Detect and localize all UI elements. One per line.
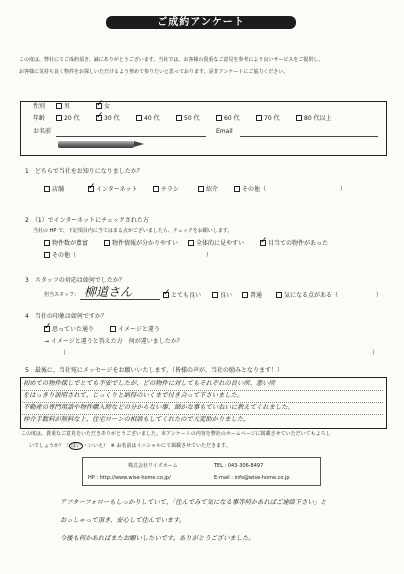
q1-store-checkbox[interactable] xyxy=(44,186,50,192)
q2-target-checkbox[interactable] xyxy=(260,240,266,246)
comment-rule xyxy=(22,414,383,415)
age-option-40s[interactable]: 40 代 xyxy=(136,115,160,123)
after-note-line-2: おっしゃって頂き、安心して住んでいます。 xyxy=(60,517,186,524)
q2-question: 2 （1）でインターネットにチェックされた方 xyxy=(25,217,149,224)
intro-line-2: お客様に気持ち良く物件をお探しいただけるよう努めて参りたいと思っております。是非アンケートにご協力ください。 xyxy=(19,69,289,75)
q2-readable-checkbox[interactable] xyxy=(188,240,194,246)
q3-good-checkbox[interactable] xyxy=(212,292,218,298)
q1-option-referral[interactable]: 紹介 xyxy=(198,186,218,194)
q5-question: 5 最後に、当社宛にメッセージをお願いいたします。（皆様の声が、当社の励みとなります！） xyxy=(25,367,283,374)
q2-many-checkbox[interactable] xyxy=(44,240,50,246)
q3-very-good-checkbox[interactable] xyxy=(163,292,169,298)
consent-yes[interactable]: はい xyxy=(71,443,82,449)
age-option-30s[interactable]: ✓ 30 代 xyxy=(96,115,120,123)
comment-line-1: 初めての物件探しでとても不安でしたが、どの物件に対してもそれぞれの良い所、悪い所 xyxy=(23,380,275,387)
comment-rule xyxy=(22,390,383,391)
age-option-60s[interactable]: 60 代 xyxy=(216,115,240,123)
q1-option-internet[interactable]: ✓ インターネット xyxy=(88,186,137,194)
company-hp[interactable]: HP : http://www.wise-home.co.jp/ xyxy=(88,475,171,481)
q3-question: 3 スタッフの対応は如何でしたか？ xyxy=(25,277,125,284)
q3-option-good[interactable]: 良い xyxy=(212,292,232,300)
name-field[interactable] xyxy=(56,136,206,137)
q2-option-many[interactable]: 物件数が豊富 xyxy=(44,240,88,248)
q2-sub: 当社の HP で、下記項目内に当てはまる点がございましたら、チェックをお願いします。 xyxy=(33,228,233,234)
pencil-image xyxy=(58,141,134,148)
after-note-line-3: 今後も何かあればまたお願いしたいです。ありがとうございました。 xyxy=(60,535,255,542)
intro-line-1: この度は、弊社にてご成約頂き、誠にありがとうございます。当社では、お客様の貴重なご意見を参考により良いサービスをご提供し、 xyxy=(19,57,324,63)
q1-question: 1 どちらで当社をお知りになりましたか？ xyxy=(25,168,143,175)
q1-referral-checkbox[interactable] xyxy=(198,186,204,192)
q3-option-very-good[interactable]: ✓ とても良い xyxy=(163,292,201,300)
q4-question: 4 当社の印象は如何ですか？ xyxy=(25,313,107,320)
consent-line-2: いでしょうか？（ はい ・いいえ） ※ お名前はイニシャルにて掲載させていただきます。 xyxy=(29,443,231,449)
consent-no[interactable]: いいえ xyxy=(88,443,104,449)
q3-option-normal[interactable]: 普通 xyxy=(242,292,262,300)
q4-expected-checkbox[interactable] xyxy=(44,326,50,332)
q2-other-checkbox[interactable] xyxy=(44,252,50,258)
q1-internet-checkbox[interactable] xyxy=(88,186,94,192)
q4-paren-close: ） xyxy=(372,350,379,357)
q3-staff-name: 柳道さん xyxy=(84,285,133,299)
q4-paren-open: （ xyxy=(60,350,67,357)
q1-other-close: ） xyxy=(340,186,347,193)
company-name: 株式会社ワイズホーム xyxy=(128,463,178,469)
q4-option-expected[interactable]: ✓思っていた通り xyxy=(44,326,94,334)
staff-name-line xyxy=(80,299,160,300)
q1-option-other[interactable]: その他（ xyxy=(234,186,266,194)
age-80s-checkbox[interactable] xyxy=(296,115,302,121)
q4-different-checkbox[interactable] xyxy=(110,326,116,332)
email-label: Email xyxy=(216,128,233,135)
age-60s-checkbox[interactable] xyxy=(216,115,222,121)
female-checkbox[interactable] xyxy=(96,103,102,109)
age-30s-checkbox[interactable] xyxy=(96,115,102,121)
q2-option-target[interactable]: ✓ 目当ての物件があった xyxy=(260,240,328,248)
page-title: ご成約アンケート xyxy=(106,16,296,29)
age-70s-checkbox[interactable] xyxy=(256,115,262,121)
q3-staff-label: 担当スタッフ： xyxy=(44,292,80,298)
q1-flyer-checkbox[interactable] xyxy=(153,186,159,192)
comment-rule xyxy=(22,402,383,403)
q3-concern-checkbox[interactable] xyxy=(276,292,282,298)
q3-normal-checkbox[interactable] xyxy=(242,292,248,298)
name-label: お名前 xyxy=(33,128,52,135)
email-field[interactable] xyxy=(240,136,378,137)
male-checkbox[interactable] xyxy=(56,103,62,109)
age-label: 年齢 xyxy=(33,115,46,122)
after-note-line-1: アフターフォローもしっかりしていて、「住んでみて気になる事等何かあればご連絡下さい」と xyxy=(60,499,327,506)
comment-line-4: 仲介手数料が無料な上、住宅ローンの相談もしてくれたので大変助かりました。 xyxy=(23,416,250,423)
comment-line-3: 不動産の専門用語や物件購入時などの分からない事、細かな事もていねいに教えてくれました。 xyxy=(23,404,294,411)
q2-other-close: ） xyxy=(206,252,213,259)
q1-other-checkbox[interactable] xyxy=(234,186,240,192)
q1-option-flyer[interactable]: チラシ xyxy=(153,186,179,194)
age-option-20s[interactable]: 20 代 xyxy=(56,115,80,123)
company-tel: TEL : 043-306-8497 xyxy=(214,463,264,469)
q3-other-close: ） xyxy=(376,292,383,299)
age-20s-checkbox[interactable] xyxy=(56,115,62,121)
q1-option-store[interactable]: 店舗 xyxy=(44,186,64,194)
q2-clear-checkbox[interactable] xyxy=(104,240,110,246)
consent-line-1: この度は、貴重なご意見をいただきありがとうございました。本アンケートの内容を弊社のホームページに掲載させていただいてもよろし xyxy=(21,431,331,437)
age-option-70s[interactable]: 70 代 xyxy=(256,115,280,123)
q3-option-concern[interactable]: 気になる点がある（ xyxy=(276,292,338,300)
gender-label: 性別 xyxy=(33,103,46,110)
q2-option-readable[interactable]: 全体的に見やすい xyxy=(188,240,244,248)
q4-sub: → イメージと違うと答えた方 何が違いましたか？ xyxy=(44,338,183,345)
company-email[interactable]: E-mail : info@wise-home.co.jp xyxy=(214,475,290,481)
gender-option-female[interactable]: ✓ 女 xyxy=(96,103,110,111)
gender-option-male[interactable]: 男 xyxy=(56,103,70,111)
age-40s-checkbox[interactable] xyxy=(136,115,142,121)
age-option-50s[interactable]: 50 代 xyxy=(176,115,200,123)
comment-line-2: をはっきり説明されて、じっくりと納得のいくまで付き合って下さいました。 xyxy=(23,392,244,399)
age-50s-checkbox[interactable] xyxy=(176,115,182,121)
q4-option-different[interactable]: イメージと違う xyxy=(110,326,160,334)
q2-option-clear[interactable]: 物件情報が分かりやすい xyxy=(104,240,178,248)
q2-option-other[interactable]: その他（ xyxy=(44,252,76,260)
age-option-80s[interactable]: 80 代以上 xyxy=(296,115,332,123)
